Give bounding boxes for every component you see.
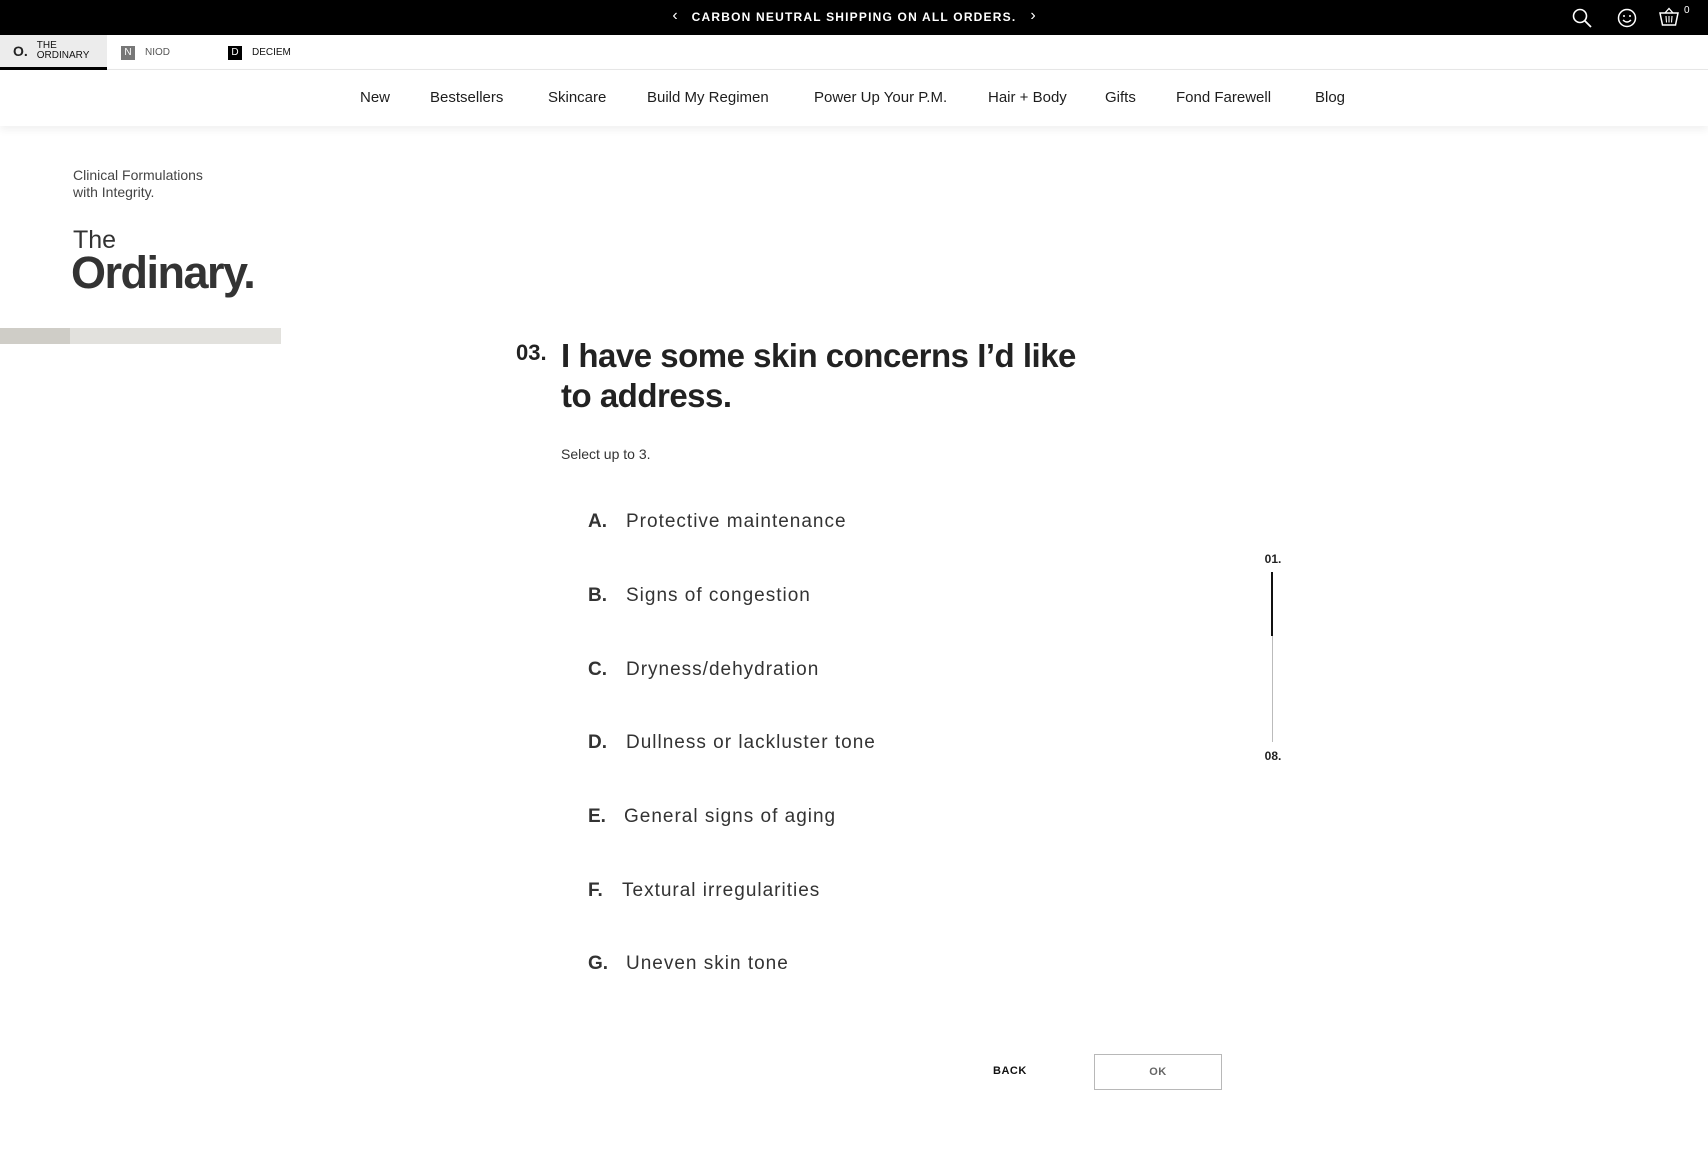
option-text: General signs of aging (624, 806, 837, 827)
brand-tagline (73, 167, 273, 201)
question-number: 03. (516, 340, 547, 365)
question-title: I have some skin concerns I’d like to address. (561, 337, 1076, 414)
brand-tab-niod[interactable] (121, 35, 170, 70)
option-d[interactable] (588, 728, 876, 758)
option-letter: D. (588, 732, 607, 753)
option-a[interactable] (588, 507, 847, 537)
quiz-progress-bar (0, 328, 281, 344)
quiz-progress-fill (0, 328, 70, 344)
option-text: Textural irregularities (622, 880, 821, 901)
cart-count: 0 (1684, 5, 1690, 16)
brand-label-line1: THE (36, 40, 57, 51)
option-text: Signs of congestion (626, 585, 811, 606)
tagline-line1: Clinical Formulations (73, 167, 203, 183)
brand-label-deciem: DECIEM (252, 46, 291, 58)
option-text: Dullness or lackluster tone (626, 732, 876, 753)
brand-tab-the-ordinary[interactable] (0, 35, 107, 70)
option-letter: C. (588, 659, 607, 680)
deciem-logo-icon: D (228, 46, 242, 60)
niod-logo-icon: N (121, 46, 135, 60)
option-g[interactable] (588, 949, 789, 979)
question-hint: Select up to 3. (561, 446, 651, 462)
announcement-bar (0, 0, 1708, 35)
option-f[interactable] (588, 876, 820, 906)
option-letter: E. (588, 806, 606, 827)
option-b[interactable] (588, 581, 811, 611)
option-text: Uneven skin tone (626, 953, 789, 974)
announcement-next-arrow-icon[interactable]: › (1030, 7, 1036, 24)
tagline-line2: with Integrity. (73, 184, 155, 200)
search-icon[interactable] (1571, 7, 1593, 29)
brand-label-niod: NIOD (145, 46, 170, 58)
option-c[interactable] (588, 655, 819, 685)
brand-label-line2: ORDINARY (36, 50, 90, 61)
announcement-message: CARBON NEUTRAL SHIPPING ON ALL ORDERS. (691, 10, 1017, 24)
back-button[interactable]: BACK (993, 1065, 1027, 1077)
nav-fond-farewell[interactable]: Fond Farewell (1176, 89, 1272, 106)
nav-gifts[interactable]: Gifts (1105, 89, 1136, 106)
step-indicator-end: 08. (1264, 749, 1282, 763)
option-letter: B. (588, 585, 607, 606)
account-icon[interactable] (1616, 7, 1638, 29)
main-navigation (0, 70, 1708, 126)
brand-switcher (0, 35, 1708, 70)
option-letter: A. (588, 511, 607, 532)
option-letter: F. (588, 880, 603, 901)
logo-ordinary: Ordinary. (71, 247, 255, 298)
step-indicator-fill (1271, 572, 1273, 636)
logo-the: The (73, 226, 117, 254)
nav-bestsellers[interactable]: Bestsellers (430, 89, 504, 106)
step-indicator-start: 01. (1264, 552, 1282, 566)
cart-basket-icon[interactable] (1658, 7, 1680, 29)
option-e[interactable] (588, 802, 836, 832)
nav-power-up-your-pm[interactable]: Power Up Your P.M. (814, 89, 948, 106)
ok-button[interactable]: OK (1094, 1054, 1222, 1090)
option-text: Protective maintenance (626, 511, 847, 532)
brand-tab-deciem[interactable] (228, 35, 291, 70)
nav-hair-body[interactable]: Hair + Body (988, 89, 1067, 106)
option-letter: G. (588, 953, 609, 974)
nav-new[interactable]: New (360, 89, 391, 106)
the-ordinary-mark: O. (13, 43, 28, 59)
nav-build-my-regimen[interactable]: Build My Regimen (647, 89, 769, 106)
nav-blog[interactable]: Blog (1315, 89, 1346, 106)
announcement-prev-arrow-icon[interactable]: ‹ (672, 7, 678, 24)
nav-skincare[interactable]: Skincare (548, 89, 607, 106)
option-text: Dryness/dehydration (626, 659, 820, 680)
